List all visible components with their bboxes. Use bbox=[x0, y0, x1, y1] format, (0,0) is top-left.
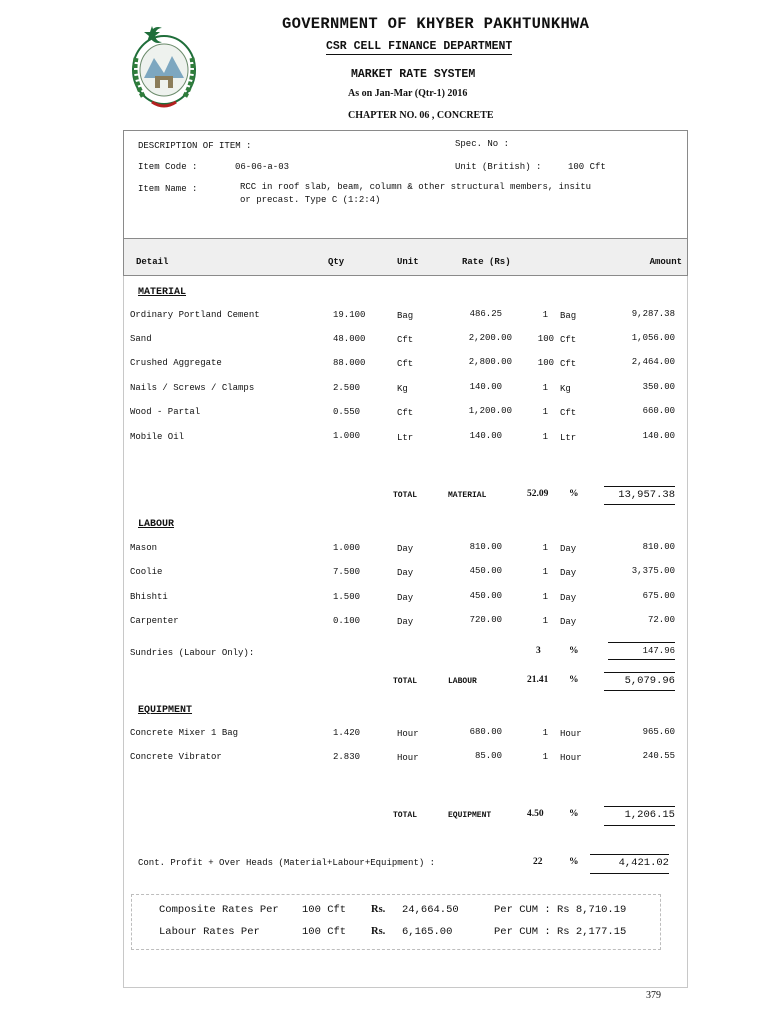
col-rate: Rate (Rs) bbox=[462, 257, 511, 267]
row-detail: Wood - Partal bbox=[130, 407, 201, 417]
item-code-label: Item Code : bbox=[138, 162, 198, 172]
composite-rates-value: 24,664.50 bbox=[402, 904, 459, 916]
row-per-unit: Cft bbox=[560, 335, 577, 345]
sundries-pct: 3 bbox=[536, 646, 541, 656]
row-qty: 1.000 bbox=[333, 431, 361, 441]
spec-no-label: Spec. No : bbox=[455, 139, 510, 149]
row-rate: 140.00 bbox=[469, 382, 502, 392]
row-rate: 680.00 bbox=[469, 727, 502, 737]
row-per: 1 bbox=[542, 543, 548, 553]
col-qty: Qty bbox=[328, 257, 345, 267]
row-rate: 450.00 bbox=[469, 566, 502, 576]
row-per: 1 bbox=[542, 616, 548, 626]
col-detail: Detail bbox=[136, 257, 169, 267]
material-total-amount: 13,957.38 bbox=[618, 489, 675, 501]
composite-per-cum: Per CUM : Rs 8,710.19 bbox=[494, 904, 627, 916]
equipment-total-name: EQUIPMENT bbox=[448, 811, 492, 820]
kp-emblem-logo bbox=[122, 18, 206, 114]
labour-total-pct: 21.41 bbox=[527, 675, 549, 685]
labour-total-top-rule bbox=[604, 672, 675, 673]
composite-rates-unit: 100 Cft bbox=[302, 904, 347, 916]
labour-total-label: TOTAL bbox=[393, 677, 418, 686]
equipment-pct-sign: % bbox=[569, 809, 579, 819]
row-per: 1 bbox=[542, 728, 548, 738]
sundries-top-rule bbox=[608, 642, 675, 643]
row-amount: 2,464.00 bbox=[631, 357, 675, 367]
row-qty: 7.500 bbox=[333, 567, 361, 577]
row-rate: 810.00 bbox=[469, 542, 502, 552]
row-unit: Kg bbox=[397, 384, 408, 394]
row-detail: Bhishti bbox=[130, 592, 168, 602]
material-total-label: TOTAL bbox=[393, 491, 418, 500]
equipment-total-bottom-rule bbox=[604, 825, 675, 826]
row-per-unit: Day bbox=[560, 617, 577, 627]
unit-value: 100 Cft bbox=[568, 162, 606, 172]
labour-rates-label: Labour Rates Per bbox=[159, 926, 260, 938]
row-unit: Cft bbox=[397, 335, 414, 345]
equipment-heading: EQUIPMENT bbox=[138, 705, 193, 716]
row-qty: 48.000 bbox=[333, 334, 366, 344]
row-unit: Bag bbox=[397, 311, 414, 321]
row-rate: 2,200.00 bbox=[468, 333, 512, 343]
page-number: 379 bbox=[646, 990, 661, 1001]
row-per: 1 bbox=[542, 432, 548, 442]
item-name-line2: or precast. Type C (1:2:4) bbox=[240, 195, 381, 205]
row-unit: Hour bbox=[397, 753, 419, 763]
row-qty: 0.100 bbox=[333, 616, 361, 626]
row-amount: 660.00 bbox=[642, 406, 675, 416]
material-heading: MATERIAL bbox=[138, 287, 187, 298]
labour-rs-label: Rs. bbox=[371, 926, 386, 937]
row-qty: 88.000 bbox=[333, 358, 366, 368]
row-per-unit: Day bbox=[560, 593, 577, 603]
row-qty: 2.830 bbox=[333, 752, 361, 762]
row-rate: 140.00 bbox=[469, 431, 502, 441]
row-detail: Coolie bbox=[130, 567, 163, 577]
sundries-amount: 147.96 bbox=[642, 646, 675, 656]
row-rate: 85.00 bbox=[474, 751, 502, 761]
equipment-total-top-rule bbox=[604, 806, 675, 807]
labour-rates-unit: 100 Cft bbox=[302, 926, 347, 938]
equipment-total-label: TOTAL bbox=[393, 811, 418, 820]
system-title: MARKET RATE SYSTEM bbox=[351, 68, 476, 81]
profit-label: Cont. Profit + Over Heads (Material+Labour+Equipment) : bbox=[138, 858, 436, 868]
row-rate: 450.00 bbox=[469, 591, 502, 601]
row-detail: Concrete Mixer 1 Bag bbox=[130, 728, 239, 738]
row-per-unit: Hour bbox=[560, 753, 582, 763]
row-amount: 72.00 bbox=[647, 615, 675, 625]
row-qty: 0.550 bbox=[333, 407, 361, 417]
row-per-unit: Day bbox=[560, 568, 577, 578]
row-detail: Mason bbox=[130, 543, 158, 553]
row-per-unit: Kg bbox=[560, 384, 571, 394]
row-per: 100 bbox=[537, 358, 554, 368]
row-detail: Concrete Vibrator bbox=[130, 752, 222, 762]
row-unit: Day bbox=[397, 568, 414, 578]
row-per: 1 bbox=[542, 310, 548, 320]
summary-box bbox=[131, 894, 661, 950]
row-detail: Mobile Oil bbox=[130, 432, 185, 442]
department-title: CSR CELL FINANCE DEPARTMENT bbox=[326, 40, 513, 53]
row-amount: 675.00 bbox=[642, 591, 675, 601]
row-rate: 486.25 bbox=[469, 309, 502, 319]
profit-pct-sign: % bbox=[569, 857, 579, 867]
row-qty: 2.500 bbox=[333, 383, 361, 393]
profit-amount: 4,421.02 bbox=[618, 857, 669, 869]
col-amount: Amount bbox=[649, 257, 682, 267]
sundries-pct-sign: % bbox=[569, 646, 579, 656]
row-unit: Day bbox=[397, 544, 414, 554]
equipment-total-amount: 1,206.15 bbox=[624, 809, 675, 821]
row-qty: 1.500 bbox=[333, 592, 361, 602]
row-rate: 720.00 bbox=[469, 615, 502, 625]
row-per: 1 bbox=[542, 567, 548, 577]
row-unit: Hour bbox=[397, 729, 419, 739]
row-amount: 140.00 bbox=[642, 431, 675, 441]
labour-heading: LABOUR bbox=[138, 519, 175, 530]
row-detail: Crushed Aggregate bbox=[130, 358, 222, 368]
row-detail: Carpenter bbox=[130, 616, 179, 626]
material-pct-sign: % bbox=[569, 489, 579, 499]
row-per-unit: Hour bbox=[560, 729, 582, 739]
profit-bottom-rule bbox=[590, 873, 669, 874]
row-amount: 9,287.38 bbox=[631, 309, 675, 319]
row-amount: 3,375.00 bbox=[631, 566, 675, 576]
row-per-unit: Ltr bbox=[560, 433, 577, 443]
row-detail: Ordinary Portland Cement bbox=[130, 310, 260, 320]
composite-rates-label: Composite Rates Per bbox=[159, 904, 279, 916]
profit-pct: 22 bbox=[533, 857, 543, 867]
labour-total-name: LABOUR bbox=[448, 677, 477, 686]
unit-label: Unit (British) : bbox=[455, 162, 542, 172]
labour-total-bottom-rule bbox=[604, 690, 675, 691]
item-name-line1: RCC in roof slab, beam, column & other structural members, insitu bbox=[240, 182, 592, 192]
chapter-title: CHAPTER NO. 06 , CONCRETE bbox=[348, 110, 494, 121]
labour-rates-value: 6,165.00 bbox=[402, 926, 453, 938]
row-qty: 19.100 bbox=[333, 310, 366, 320]
row-unit: Ltr bbox=[397, 433, 414, 443]
item-name-label: Item Name : bbox=[138, 184, 198, 194]
sundries-bottom-rule bbox=[608, 659, 675, 660]
item-code-value: 06-06-a-03 bbox=[235, 162, 290, 172]
row-per: 1 bbox=[542, 407, 548, 417]
row-detail: Nails / Screws / Clamps bbox=[130, 383, 255, 393]
row-per-unit: Bag bbox=[560, 311, 577, 321]
material-total-name: MATERIAL bbox=[448, 491, 487, 500]
labour-total-amount: 5,079.96 bbox=[624, 675, 675, 687]
row-unit: Day bbox=[397, 617, 414, 627]
row-per: 1 bbox=[542, 592, 548, 602]
col-unit: Unit bbox=[397, 257, 419, 267]
row-rate: 1,200.00 bbox=[468, 406, 512, 416]
row-per: 100 bbox=[537, 334, 554, 344]
row-qty: 1.000 bbox=[333, 543, 361, 553]
row-per: 1 bbox=[542, 383, 548, 393]
row-detail: Sand bbox=[130, 334, 152, 344]
description-label: DESCRIPTION OF ITEM : bbox=[138, 141, 252, 151]
row-per: 1 bbox=[542, 752, 548, 762]
composite-rs-label: Rs. bbox=[371, 904, 386, 915]
profit-top-rule bbox=[590, 854, 669, 855]
material-total-top-rule bbox=[604, 486, 675, 487]
row-per-unit: Cft bbox=[560, 359, 577, 369]
government-title: GOVERNMENT OF KHYBER PAKHTUNKHWA bbox=[282, 15, 590, 33]
row-per-unit: Day bbox=[560, 544, 577, 554]
row-unit: Day bbox=[397, 593, 414, 603]
equipment-total-pct: 4.50 bbox=[527, 809, 544, 819]
row-amount: 810.00 bbox=[642, 542, 675, 552]
row-qty: 1.420 bbox=[333, 728, 361, 738]
row-amount: 1,056.00 bbox=[631, 333, 675, 343]
row-rate: 2,800.00 bbox=[468, 357, 512, 367]
labour-pct-sign: % bbox=[569, 675, 579, 685]
row-unit: Cft bbox=[397, 408, 414, 418]
row-amount: 240.55 bbox=[642, 751, 675, 761]
row-unit: Cft bbox=[397, 359, 414, 369]
labour-per-cum: Per CUM : Rs 2,177.15 bbox=[494, 926, 627, 938]
as-on-date: As on Jan-Mar (Qtr-1) 2016 bbox=[348, 88, 468, 99]
row-amount: 965.60 bbox=[642, 727, 675, 737]
sundries-label: Sundries (Labour Only): bbox=[130, 648, 255, 658]
row-amount: 350.00 bbox=[642, 382, 675, 392]
row-per-unit: Cft bbox=[560, 408, 577, 418]
material-total-bottom-rule bbox=[604, 504, 675, 505]
material-total-pct: 52.09 bbox=[527, 489, 549, 499]
